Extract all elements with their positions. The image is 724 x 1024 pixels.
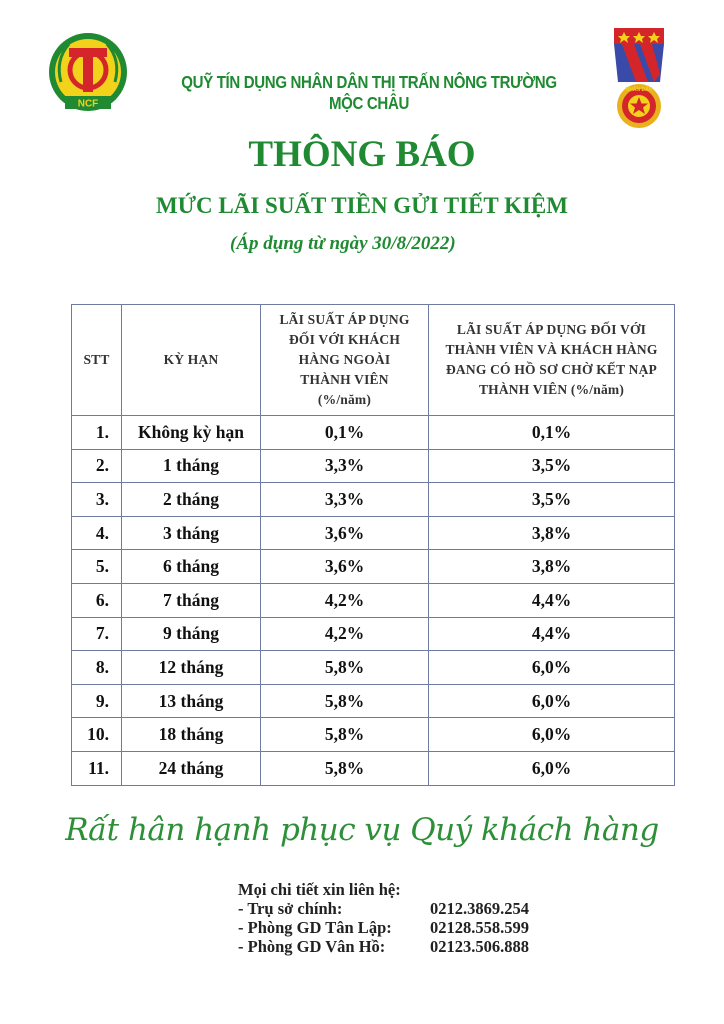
row-term: 3 tháng: [122, 516, 261, 550]
row-stt: 5.: [72, 550, 122, 584]
row-term: 18 tháng: [122, 718, 261, 752]
logo-text: NCF: [77, 98, 99, 110]
table-row: [72, 617, 675, 651]
notice-subtitle: MỨC LÃI SUẤT TIỀN GỬI TIẾT KIỆM: [156, 193, 568, 218]
police-emblem: [604, 24, 674, 132]
contact-row: [238, 937, 618, 956]
row-member-rate: 4,4%: [429, 617, 675, 651]
row-stt: 3.: [72, 483, 122, 517]
interest-rate-table: [71, 304, 675, 786]
row-stt: 9.: [72, 684, 122, 718]
row-member-rate: 6,0%: [429, 718, 675, 752]
row-non-member-rate: 4,2%: [261, 583, 429, 617]
row-stt: 8.: [72, 651, 122, 685]
row-member-rate: 6,0%: [429, 684, 675, 718]
row-member-rate: 3,5%: [429, 449, 675, 483]
contact-phone: 02123.506.888: [430, 937, 529, 956]
row-non-member-rate: 5,8%: [261, 718, 429, 752]
table-row: [72, 751, 675, 785]
table-body: [72, 416, 675, 786]
contact-block: [238, 880, 618, 956]
row-member-rate: 3,5%: [429, 483, 675, 517]
row-stt: 4.: [72, 516, 122, 550]
row-non-member-rate: 3,3%: [261, 483, 429, 517]
row-term: 12 tháng: [122, 651, 261, 685]
row-stt: 7.: [72, 617, 122, 651]
table-row: [72, 483, 675, 517]
row-non-member-rate: 5,8%: [261, 651, 429, 685]
row-non-member-rate: 3,6%: [261, 516, 429, 550]
emblem-text: NHÂN DÂN: [625, 87, 653, 93]
row-member-rate: 6,0%: [429, 751, 675, 785]
notice-title: THÔNG BÁO: [248, 134, 476, 175]
row-non-member-rate: 3,6%: [261, 550, 429, 584]
row-member-rate: 3,8%: [429, 516, 675, 550]
row-term: 24 tháng: [122, 751, 261, 785]
row-member-rate: 4,4%: [429, 583, 675, 617]
row-non-member-rate: 5,8%: [261, 684, 429, 718]
row-term: Không kỳ hạn: [122, 416, 261, 450]
row-stt: 11.: [72, 751, 122, 785]
slogan: Rất hân hạnh phục vụ Quý khách hàng: [65, 812, 659, 848]
header-member-rate: LÃI SUẤT ÁP DỤNG ĐỐI VỚI THÀNH VIÊN VÀ KHÁCH HÀNG ĐANG CÓ HỒ SƠ CHỜ KẾT NẠP THÀNH VIÊN (%/năm): [429, 305, 675, 416]
table-row: [72, 550, 675, 584]
contact-row: [238, 899, 618, 918]
contact-label: - Phòng GD Vân Hồ:: [238, 937, 386, 956]
header-stt: STT: [72, 305, 122, 416]
table-row: [72, 684, 675, 718]
contact-phone: 02128.558.599: [430, 918, 529, 937]
row-stt: 2.: [72, 449, 122, 483]
apply-date: (Áp dụng từ ngày 30/8/2022): [230, 233, 456, 254]
table-row: [72, 416, 675, 450]
row-member-rate: 3,8%: [429, 550, 675, 584]
row-term: 7 tháng: [122, 583, 261, 617]
organization-name: QUỸ TÍN DỤNG NHÂN DÂN THỊ TRẤN NÔNG TRƯỜNG MỘC CHÂU: [181, 72, 557, 113]
row-non-member-rate: 3,3%: [261, 449, 429, 483]
row-term: 2 tháng: [122, 483, 261, 517]
header-term: KỲ HẠN: [122, 305, 261, 416]
table-row: [72, 583, 675, 617]
contact-label: - Phòng GD Tân Lập:: [238, 918, 392, 937]
table-row: [72, 516, 675, 550]
row-term: 9 tháng: [122, 617, 261, 651]
row-member-rate: 6,0%: [429, 651, 675, 685]
row-stt: 10.: [72, 718, 122, 752]
contact-intro: Mọi chi tiết xin liên hệ:: [238, 880, 401, 899]
ncf-logo: [47, 30, 129, 116]
table-row: [72, 718, 675, 752]
table-header-row: [72, 305, 675, 416]
row-term: 13 tháng: [122, 684, 261, 718]
contact-label: - Trụ sở chính:: [238, 899, 343, 918]
contact-phone: 0212.3869.254: [430, 899, 529, 918]
row-term: 6 tháng: [122, 550, 261, 584]
row-non-member-rate: 4,2%: [261, 617, 429, 651]
table-row: [72, 651, 675, 685]
row-term: 1 tháng: [122, 449, 261, 483]
row-non-member-rate: 5,8%: [261, 751, 429, 785]
contact-row: [238, 918, 618, 937]
table-row: [72, 449, 675, 483]
header-non-member-rate: LÃI SUẤT ÁP DỤNG ĐỐI VỚI KHÁCH HÀNG NGOÀI THÀNH VIÊN (%/năm): [261, 305, 429, 416]
row-non-member-rate: 0,1%: [261, 416, 429, 450]
row-stt: 6.: [72, 583, 122, 617]
row-stt: 1.: [72, 416, 122, 450]
row-member-rate: 0,1%: [429, 416, 675, 450]
